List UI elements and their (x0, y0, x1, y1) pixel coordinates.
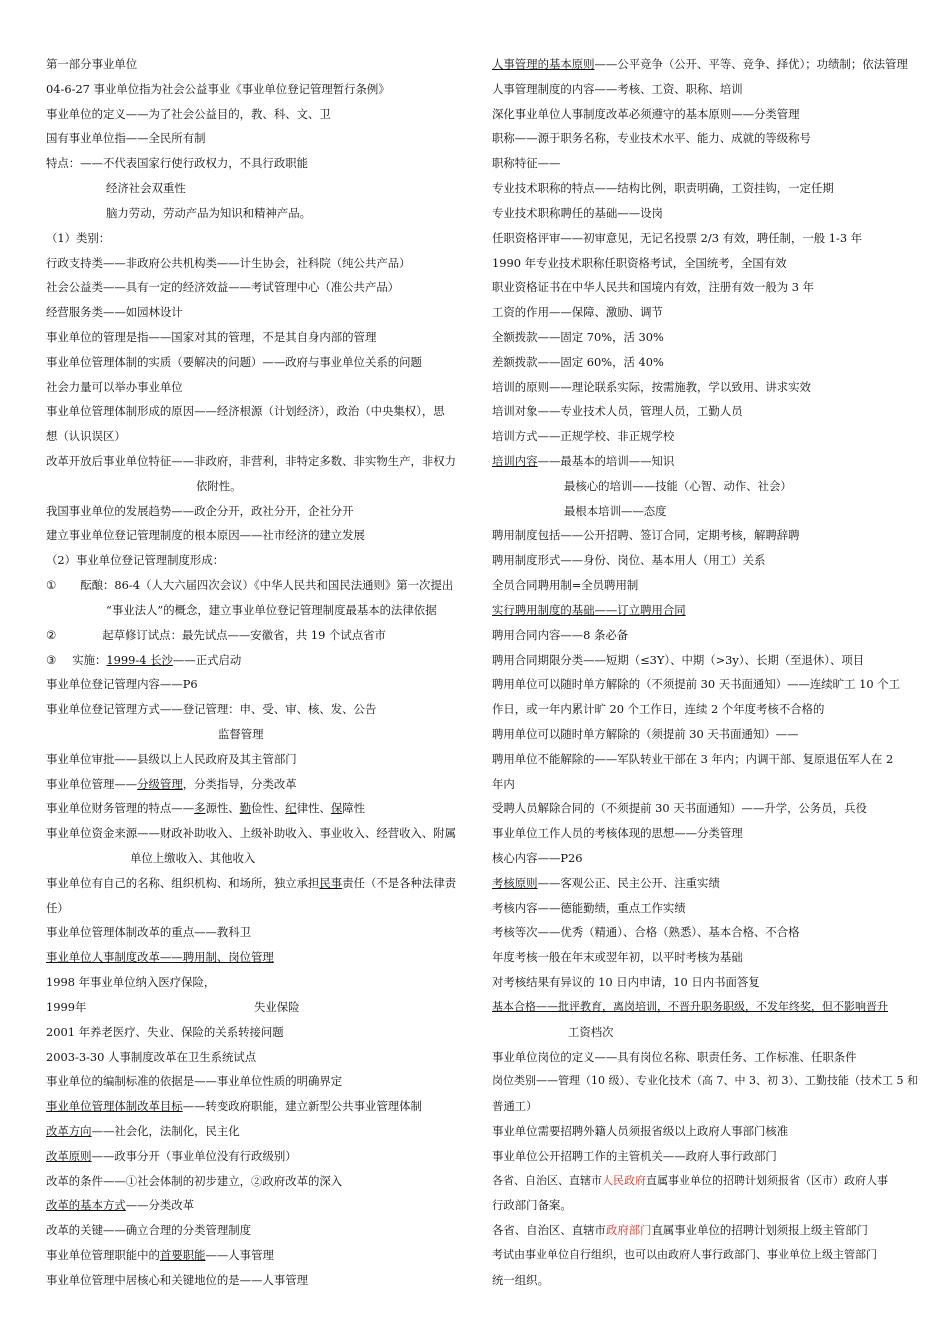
text-line: 事业单位管理体制形成的原因——经济根源（计划经济），政治（中央集权），思 (46, 404, 445, 419)
text-line: 建立事业单位登记管理制度的根本原因——社市经济的建立发展 (46, 528, 365, 543)
text-line: 2001 年养老医疗、失业、保险的关系转接问题 (46, 1024, 284, 1039)
text-line: 改革方向——社会化，法制化，民主化 (46, 1123, 240, 1138)
text-line: 作日，或一年内累计旷 20 个工作日，连续 2 个年度考核不合格的 (492, 702, 825, 717)
highlighted-term: 人民政府 (602, 1173, 646, 1187)
circled-number: ③ (46, 652, 57, 667)
text-line: 依附性。 (196, 478, 242, 493)
text-line: 2003-3-30 人事制度改革在卫生系统试点 (46, 1049, 257, 1064)
text-line: 脑力劳动，劳动产品为知识和精神产品。 (106, 205, 312, 220)
text-line: 各省、自治区、直辖市政府部门直属事业单位的招聘计划须报上级主管部门 (492, 1223, 868, 1238)
text-line: 行政支持类——非政府公共机构类——计生协会，社科院（纯公共产品） (46, 255, 411, 270)
text-line: 社会力量可以举办事业单位 (46, 379, 183, 394)
text-line: 事业单位管理体制的实质（要解决的问题）——政府与事业单位关系的问题 (46, 354, 422, 369)
text-line: 事业单位登记管理内容——P6 (46, 677, 198, 692)
text-line: 考核等次——优秀（精通）、合格（熟悉）、基本合格、不合格 (492, 925, 800, 940)
text-line: 1990 年专业技术职称任职资格考试，全国统考，全国有效 (492, 255, 787, 270)
text-line: 事业单位资金来源——财政补助收入、上级补助收入、事业收入、经营收入、附属 (46, 826, 457, 841)
text-line: 事业单位管理体制改革目标——转变政府职能，建立新型公共事业管理体制 (46, 1099, 422, 1114)
text-line: 实行聘用制度的基础——订立聘用合同 (492, 602, 686, 617)
text-line: 培训对象——专业技术人员，管理人员，工勤人员 (492, 404, 743, 419)
text-line: 事业单位财务管理的特点——多源性、勤俭性、纪律性、保障性 (46, 801, 366, 816)
text-line: 培训的原则——理论联系实际，按需施教，学以致用、讲求实效 (492, 379, 811, 394)
text-line: 改革开放后事业单位特征——非政府，非营利，非特定多数、非实物生产，非权力 (46, 454, 457, 468)
text-line: 单位上缴收入、其他收入 (130, 851, 256, 865)
text-line: 事业单位管理中居核心和关键地位的是——人事管理 (46, 1272, 308, 1287)
right-column (492, 52, 918, 1293)
left-column (46, 52, 466, 1293)
text-line: 事业单位的管理是指——国家对其的管理，不是其自身内部的管理 (46, 329, 377, 344)
text-line: 年度考核一般在年末或翌年初，以平时考核为基础 (492, 950, 743, 965)
subsection-heading: （1）类别： (46, 230, 111, 245)
text-line: 人事管理制度的内容——考核、工资、职称、培训 (492, 81, 743, 96)
text-line: 事业单位人事制度改革——聘用制、岗位管理 (46, 950, 274, 965)
text-line: 聘用制度形式——身份、岗位、基本用人（用工）关系 (492, 553, 766, 568)
text-line: 工资档次 (568, 1024, 614, 1039)
text-line: 核心内容——P26 (492, 851, 583, 865)
text-line: 想（认识误区） (46, 429, 126, 444)
subsection-heading: （2）事业单位登记管理制度形成： (46, 553, 225, 568)
text-line: 事业单位工作人员的考核体现的思想——分类管理 (492, 826, 743, 841)
text-line: 任职资格评审——初审意见，无记名投票 2/3 有效，聘任制，一般 1-3 年 (492, 230, 863, 245)
text-line: 国有事业单位指——全民所有制 (46, 131, 206, 146)
text-line: ③ 实施：1999-4 长沙——正式启动 (46, 652, 242, 667)
text-line: 经营服务类——如园林设计 (46, 305, 183, 320)
text-line: 事业单位的定义——为了社会公益目的，教、科、文、卫 (46, 106, 331, 121)
text-line: 培训方式——正规学校、非正规学校 (492, 429, 675, 444)
text-line: 考试由事业单位自行组织，也可以由政府人事行政部门、事业单位上级主管部门 (492, 1248, 877, 1261)
text-line: ② 起草修订试点：最先试点——安徽省，共 19 个试点省市 (46, 627, 386, 642)
text-line: 各省、自治区、直辖市人民政府直属事业单位的招聘计划须报省（区市）政府人事 (492, 1173, 888, 1187)
text-line: 考核原则——客观公正、民主公开、注重实绩 (492, 875, 720, 890)
text-line: 监督管理 (218, 726, 264, 741)
text-line: 考核内容——德能勤绩，重点工作实绩 (492, 900, 686, 915)
text-line: 经济社会双重性 (106, 181, 186, 196)
text-line: 工资的作用——保障、激励、调节 (492, 305, 663, 320)
text-line: 聘用制度包括——公开招聘、签订合同，定期考核，解聘辞聘 (492, 528, 800, 543)
text-line: 事业单位需要招聘外籍人员须报省级以上政府人事部门核准 (492, 1123, 789, 1138)
section-title: 第一部分事业单位 (46, 57, 138, 71)
text-line: 聘用单位不能解除的——军队转业干部在 3 年内；内调干部、复原退伍军人在 2 (492, 751, 894, 766)
text-line: 1999年 失业保险 (46, 999, 300, 1014)
text-line: 基本合格——批评教育，离岗培训，不晋升职务职级，不发年终奖，但不影响晋升 (492, 999, 888, 1013)
text-line: 1998 年事业单位纳入医疗保险， (46, 975, 216, 990)
text-line: 差额拨款——固定 60%，活 40% (492, 354, 664, 369)
text-line: 聘用合同期限分类——短期（≤3Y）、中期（>3y）、长期（至退休）、项目 (492, 652, 865, 667)
text-line: 专业技术职称聘任的基础——设岗 (492, 205, 663, 220)
text-line: 年内 (492, 776, 515, 791)
text-line: 职业资格证书在中华人民共和国境内有效，注册有效一般为 3 年 (492, 280, 815, 295)
text-line: 职称特征—— (492, 156, 561, 171)
text-line: 统一组织。 (492, 1272, 549, 1287)
text-line: 改革的条件——①社会体制的初步建立，②政府改革的深入 (46, 1173, 343, 1188)
text-line: 事业单位审批——县级以上人民政府及其主管部门 (46, 751, 297, 766)
text-line: 培训内容——最基本的培训——知识 (492, 454, 675, 468)
text-line: 人事管理的基本原则——公平竞争（公开、平等、竞争、择优）；功绩制；依法管理 (492, 57, 908, 71)
text-line: 全员合同聘用制=全员聘用制 (492, 578, 639, 593)
text-line: 事业单位登记管理方式——登记管理：申、受、审、核、发、公告 (46, 702, 377, 717)
text-line: 岗位类别——管理（10 级）、专业化技术（高 7、中 3、初 3）、工勤技能（技术工 5 和 (492, 1074, 918, 1088)
text-line: 对考核结果有异议的 10 日内申请，10 日内书面答复 (492, 975, 760, 990)
text-line: 行政部门备案。 (492, 1198, 572, 1213)
text-line: 事业单位管理——分级管理，分类指导，分类改革 (46, 776, 297, 791)
highlighted-term: 政府部门 (605, 1223, 652, 1238)
text-line: 社会公益类——具有一定的经济效益——考试管理中心（准公共产品） (46, 280, 400, 295)
text-line: 聘用合同内容——8 条必备 (492, 627, 629, 642)
text-line: 事业单位岗位的定义——具有岗位名称、职责任务、工作标准、任职条件 (492, 1049, 857, 1064)
circled-number: ① (46, 578, 57, 593)
text-line: 专业技术职称的特点——结构比例，职责明确，工资挂钩，一定任期 (492, 181, 834, 196)
text-line: 事业单位管理职能中的首要职能——人事管理 (46, 1248, 274, 1262)
text-line: 改革的基本方式——分类改革 (46, 1198, 195, 1213)
text-line: 任） (46, 900, 69, 915)
text-line: 聘用单位可以随时单方解除的（不须提前 30 天书面通知）——连续旷工 10 个工 (492, 677, 900, 692)
text-line: “事业法人”的概念，建立事业单位登记管理制度最基本的法律依据 (106, 602, 437, 617)
text-line: 特点：——不代表国家行使行政权力，不具行政职能 (46, 156, 308, 171)
text-line: 聘用单位可以随时单方解除的（须提前 30 天书面通知）—— (492, 726, 799, 741)
text-line: 改革的关键——确立合理的分类管理制度 (46, 1223, 252, 1238)
text-line: ① 酝酿：86-4（人大六届四次会议）《中华人民共和国民法通则》第一次提出 (46, 578, 454, 593)
text-line: 深化事业单位人事制度改革必须遵守的基本原则——分类管理 (492, 106, 800, 121)
text-line: 事业单位管理体制改革的重点——教科卫 (46, 925, 252, 940)
text-line: 改革原则——政事分开（事业单位没有行政级别） (46, 1148, 297, 1163)
text-line: 全额拨款——固定 70%，活 30% (492, 329, 664, 344)
circled-number: ② (46, 627, 57, 642)
text-line: 04-6-27 事业单位指为社会公益事业《事业单位登记管理暂行条例》 (46, 81, 390, 96)
text-line: 职称——源于职务名称，专业技术水平、能力、成就的等级称号 (492, 131, 811, 146)
text-line: 受聘人员解除合同的（不须提前 30 天书面通知）——升学，公务员，兵役 (492, 801, 867, 816)
text-line: 事业单位的编制标准的依据是——事业单位性质的明确界定 (46, 1074, 343, 1089)
text-line: 最根本培训——态度 (564, 503, 667, 518)
text-line: 我国事业单位的发展趋势——政企分开，政社分开，企社分开 (46, 503, 354, 518)
text-line: 事业单位公开招聘工作的主管机关——政府人事行政部门 (492, 1148, 777, 1163)
text-line: 最核心的培训——技能（心智、动作、社会） (564, 478, 792, 493)
text-line: 普通工） (492, 1099, 538, 1114)
text-line: 事业单位有自己的名称、组织机构、和场所，独立承担民事责任（不是各种法律责 (46, 875, 457, 890)
